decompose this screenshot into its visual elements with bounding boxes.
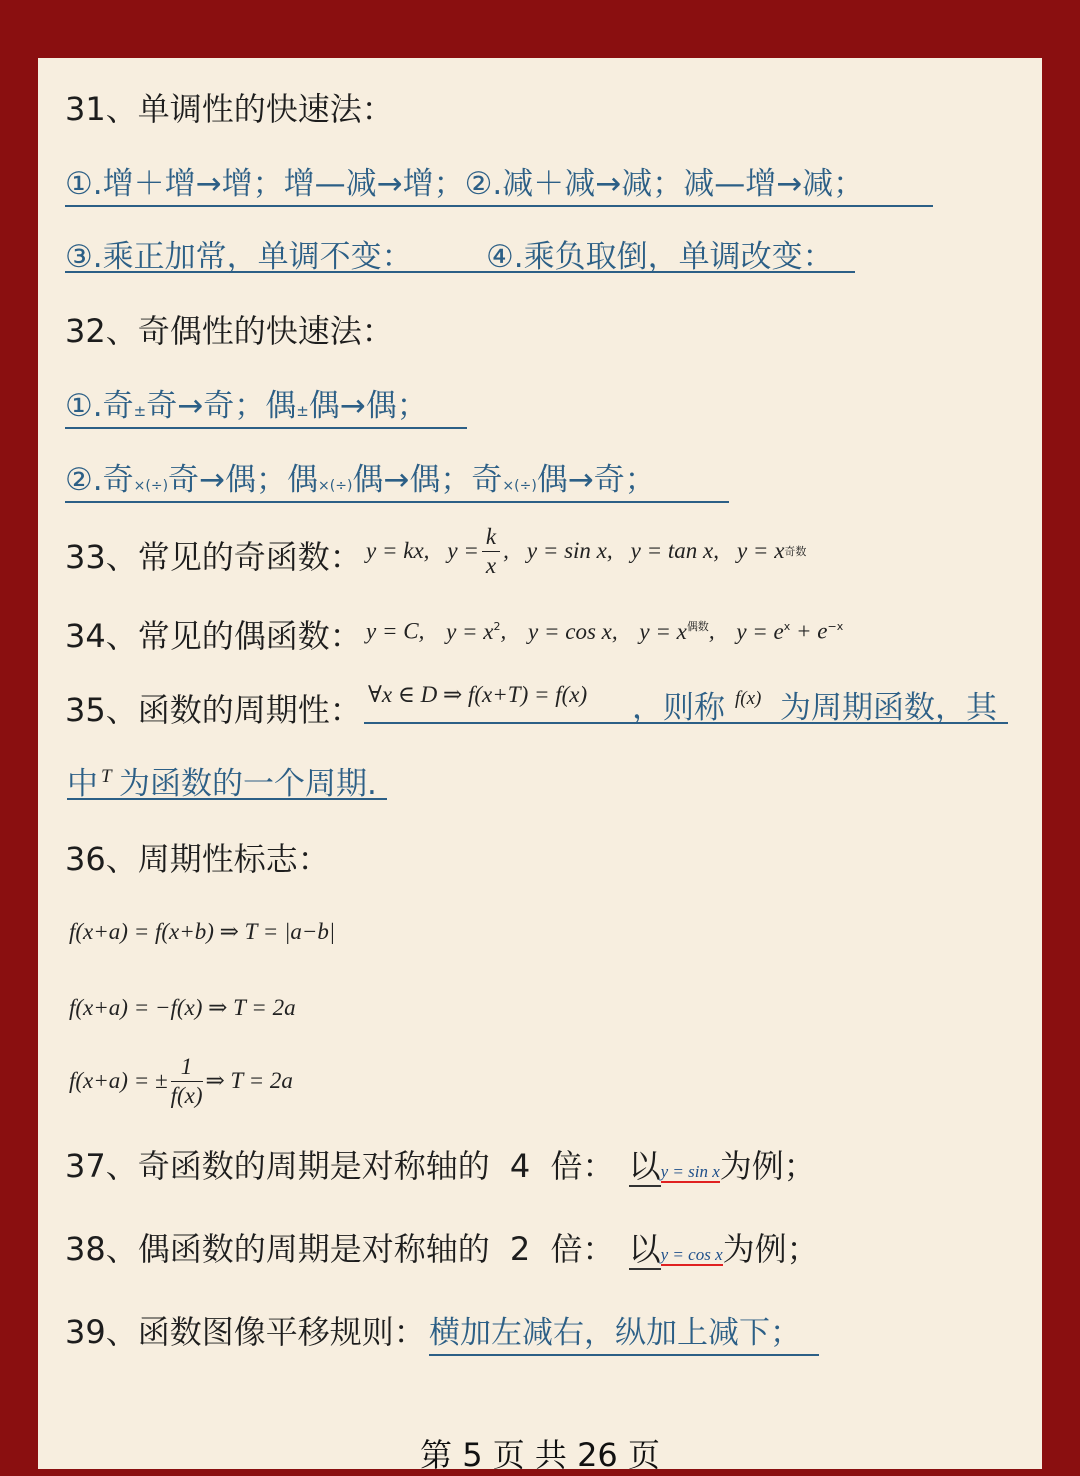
section-32-title: 32、奇偶性的快速法： bbox=[65, 312, 394, 350]
func-tan: y = tan x, bbox=[630, 538, 719, 563]
period-rule-1: f(x+a) = f(x+b) ⇒ T = |a−b| bbox=[69, 919, 336, 944]
section-31-line-2 bbox=[65, 231, 855, 273]
comma: , bbox=[708, 618, 715, 644]
fx-symbol: f(x) bbox=[735, 688, 762, 709]
times-label: 倍： bbox=[550, 1147, 615, 1185]
comma: , bbox=[500, 618, 507, 644]
take-as-label: 以 bbox=[628, 1230, 661, 1268]
page-number: 第 5 页 共 26 页 bbox=[420, 1436, 660, 1474]
rule-4: ④.乘负取倒，单调改变： bbox=[486, 239, 834, 275]
func-exp-neg: + e bbox=[790, 618, 828, 644]
times-label: 倍： bbox=[550, 1230, 615, 1268]
section-31-line-1: ①.增＋增→增；增—减→增；②.减＋减→减；减—增→减； bbox=[65, 158, 933, 207]
exp-exponent: x bbox=[783, 620, 791, 633]
even-part: 奇→奇；偶 bbox=[146, 388, 297, 424]
func-exp: y = e bbox=[736, 618, 784, 644]
func-sin: y = sin x, bbox=[526, 538, 613, 563]
then-text: ，则称 bbox=[632, 690, 725, 726]
cos-example: y = cos x bbox=[660, 1245, 723, 1264]
fraction-k-x bbox=[482, 523, 500, 580]
rule-3: ③.乘正加常，单调不变： bbox=[65, 239, 413, 275]
odd-plus-odd: ①.奇 bbox=[65, 388, 134, 424]
section-35-title: 35、函数的周期性： bbox=[65, 691, 362, 729]
period-formula: ∀x ∈ D ⇒ f(x+T) = f(x) bbox=[368, 682, 588, 707]
as-example-label: 为例； bbox=[722, 1230, 819, 1268]
section-38-title: 38、偶函数的周期是对称轴的 bbox=[65, 1230, 490, 1268]
times-divide-sign: ×(÷) bbox=[133, 478, 169, 494]
periodicity-definition-line-2 bbox=[67, 758, 387, 800]
func-even-power: y = x bbox=[639, 618, 687, 644]
odd-functions bbox=[366, 520, 806, 582]
times-divide-sign: ×(÷) bbox=[502, 478, 537, 494]
times-divide-sign: ×(÷) bbox=[318, 478, 353, 494]
plus-minus-sign: ± bbox=[133, 402, 147, 420]
func-odd-power: y = x bbox=[736, 538, 785, 563]
square-exponent: 2 bbox=[493, 620, 501, 633]
odd-exponent: 奇数 bbox=[784, 545, 807, 558]
func-kx: y = kx, bbox=[366, 538, 430, 563]
fraction-1-fx bbox=[171, 1053, 203, 1110]
neg-exponent: −x bbox=[827, 620, 844, 633]
even-times-even: 奇→偶；偶 bbox=[168, 462, 319, 498]
section-31-title: 31、单调性的快速法： bbox=[65, 90, 394, 128]
multiple-2: 2 bbox=[509, 1230, 531, 1268]
rule-3-left: f(x+a) = ± bbox=[69, 1068, 168, 1093]
numerator: k bbox=[482, 523, 500, 552]
func-k-over-x: y = bbox=[447, 538, 479, 563]
section-33-title: 33、常见的奇函数： bbox=[65, 538, 362, 576]
periodicity-definition bbox=[364, 680, 1008, 724]
T-symbol: T bbox=[101, 766, 112, 787]
periodic-function-text: 为周期函数，其 bbox=[780, 690, 997, 726]
even-functions bbox=[366, 618, 843, 645]
section-32-line-2 bbox=[65, 454, 729, 503]
func-const: y = C, bbox=[366, 618, 425, 644]
func-square: y = x bbox=[446, 618, 494, 644]
odd-times-odd: ②.奇 bbox=[65, 462, 134, 498]
even-result: 偶→偶； bbox=[308, 388, 428, 424]
period-rule-2: f(x+a) = −f(x) ⇒ T = 2a bbox=[69, 995, 296, 1020]
func-cos: y = cos x, bbox=[528, 618, 618, 644]
sin-example: y = sin x bbox=[660, 1162, 720, 1181]
rule-3-right: ⇒ T = 2a bbox=[205, 1068, 293, 1093]
numerator: 1 bbox=[171, 1053, 203, 1082]
denominator: f(x) bbox=[170, 1082, 203, 1108]
denominator: x bbox=[485, 552, 497, 578]
section-36-title: 36、周期性标志： bbox=[65, 840, 330, 878]
one-period-text: 为函数的一个周期. bbox=[119, 766, 377, 802]
odd-result: 偶→奇； bbox=[536, 462, 656, 498]
even-exponent: 偶数 bbox=[686, 620, 709, 633]
section-32-line-1 bbox=[65, 380, 467, 429]
section-37 bbox=[65, 1141, 816, 1187]
odd-times-even: 偶→偶；奇 bbox=[352, 462, 503, 498]
middle-text: 中 bbox=[67, 766, 98, 802]
document-page bbox=[38, 58, 1042, 1474]
as-example-label: 为例； bbox=[719, 1147, 816, 1185]
section-37-title: 37、奇函数的周期是对称轴的 bbox=[65, 1147, 490, 1185]
take-as-label: 以 bbox=[628, 1147, 661, 1185]
section-39-title: 39、函数图像平移规则： bbox=[65, 1313, 426, 1351]
section-38 bbox=[65, 1224, 819, 1270]
plus-minus-sign: ± bbox=[296, 402, 309, 420]
period-rule-3 bbox=[69, 1050, 293, 1112]
comma: , bbox=[503, 538, 509, 563]
multiple-4: 4 bbox=[509, 1147, 531, 1185]
section-34-title: 34、常见的偶函数： bbox=[65, 617, 362, 655]
translation-rule: 横加左减右，纵加上减下； bbox=[429, 1307, 819, 1356]
